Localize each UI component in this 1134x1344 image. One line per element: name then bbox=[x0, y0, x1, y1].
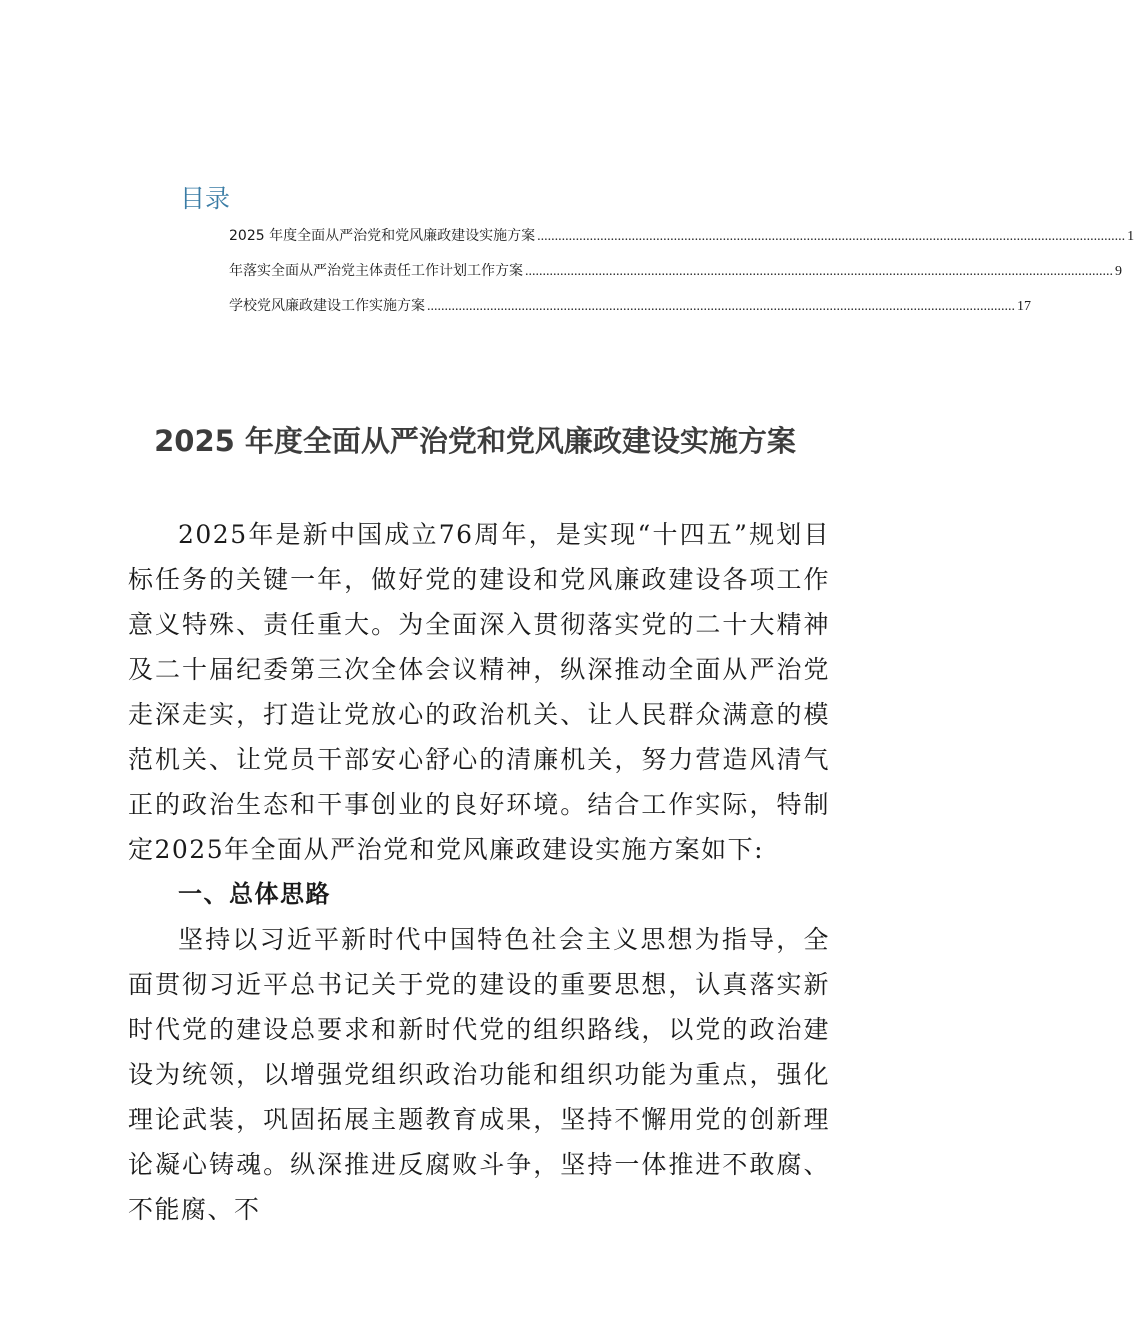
toc-entry-page[interactable]: 17 bbox=[1017, 299, 1031, 314]
toc-entry[interactable] bbox=[229, 298, 1031, 315]
toc-entry-label[interactable]: 年落实全面从严治党主体责任工作计划工作方案 bbox=[229, 263, 523, 279]
body-paragraph: 2025年是新中国成立76周年，是实现“十四五”规划目标任务的关键一年，做好党的建设和党风廉政建设各项工作意义特殊、责任重大。为全面深入贯彻落实党的二十大精神及二十届纪委第三次全体会议精神，纵深推动全面从严治党走深走实，打造让党放心的政治机关、让人民群众满意的模范机关、让党员干部安心舒心的清廉机关，努力营造风清气正的政治生态和干事创业的良好环境。结合工作实际，特制定2025年全面从严治党和党风廉政建设实施方案如下: bbox=[128, 520, 830, 864]
toc-entry-label[interactable]: 学校党风廉政建设工作实施方案 bbox=[229, 298, 425, 314]
table-of-contents bbox=[180, 182, 1134, 333]
toc-leader-dots: ........................................................................................................................................................................ bbox=[537, 229, 1126, 244]
toc-entry-page[interactable]: 9 bbox=[1115, 264, 1122, 279]
section-heading: 一、总体思路 bbox=[178, 880, 331, 908]
document-body bbox=[128, 512, 830, 1232]
toc-entry-page[interactable]: 1 bbox=[1127, 229, 1134, 244]
toc-leader-dots: ........................................................................................................................................................................ bbox=[427, 299, 1015, 314]
toc-leader-dots: ........................................................................................................................................................................ bbox=[525, 264, 1113, 279]
toc-entry[interactable] bbox=[229, 263, 1122, 280]
body-paragraph: 坚持以习近平新时代中国特色社会主义思想为指导，全面贯彻习近平总书记关于党的建设的重要思想，认真落实新时代党的建设总要求和新时代党的组织路线，以党的政治建设为统领，以增强党组织政治功能和组织功能为重点，强化理论武装，巩固拓展主题教育成果，坚持不懈用党的创新理论凝心铸魂。纵深推进反腐败斗争，坚持一体推进不敢腐、不能腐、不 bbox=[128, 925, 830, 1224]
toc-title: 目录 bbox=[180, 184, 231, 213]
toc-entry-label[interactable]: 2025 年度全面从严治党和党风廉政建设实施方案 bbox=[229, 228, 536, 244]
toc-entry[interactable] bbox=[229, 228, 1134, 245]
document-title: 2025 年度全面从严治党和党风廉政建设实施方案 bbox=[154, 424, 796, 458]
